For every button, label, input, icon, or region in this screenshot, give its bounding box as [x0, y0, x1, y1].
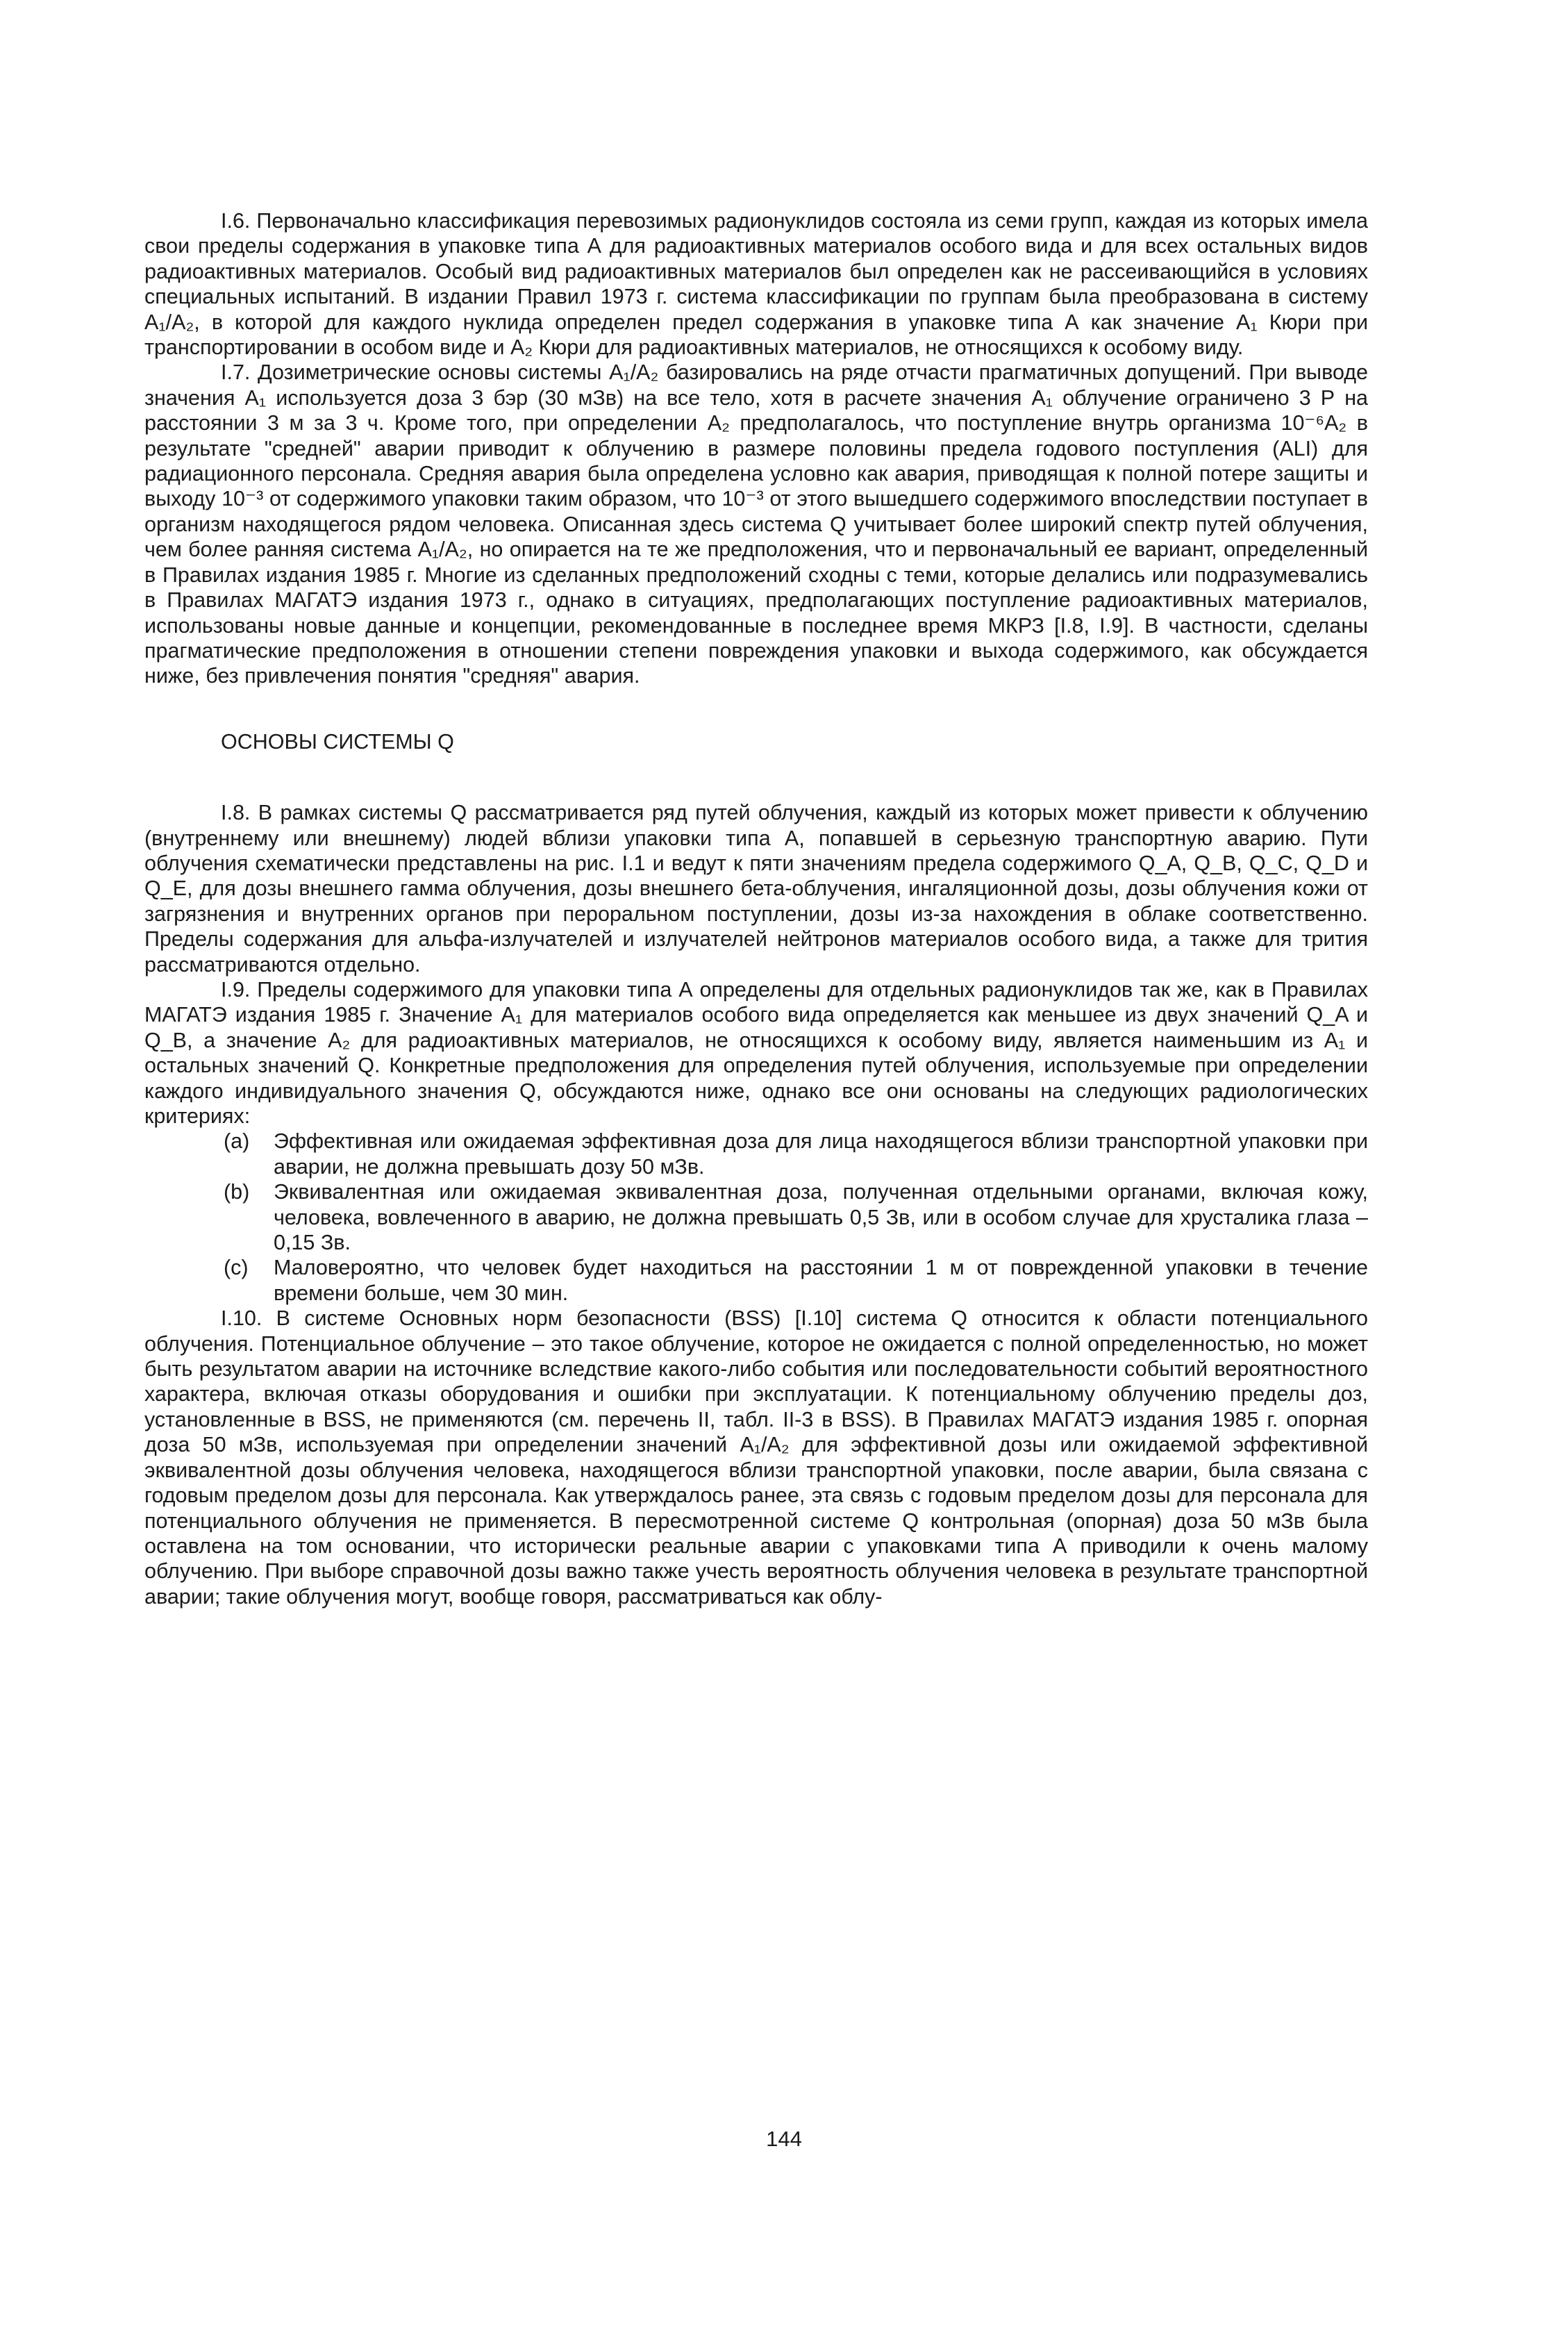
criterion-b-mark: (b) [224, 1180, 250, 1204]
criterion-b-text: Эквивалентная или ожидаемая эквивалентная доза, полученная отдельными органами, включая кожу, человека, вовлеченного в аварию, не должна превышать 0,5 Зв, или в особом случае для хрусталика глаза – 0,15 Зв. [274, 1180, 1368, 1255]
criterion-c-text: Маловероятно, что человек будет находиться на расстоянии 1 м от поврежденной упаковки в течение времени больше, чем 30 мин. [274, 1256, 1368, 1305]
criterion-a-mark: (a) [224, 1129, 250, 1154]
criterion-c-mark: (c) [224, 1256, 249, 1280]
radiological-criteria-list [144, 1129, 1368, 1306]
paragraph-1-9: I.9. Пределы содержимого для упаковки типа А определены для отдельных радионуклидов так же, как в Правилах МАГАТЭ издания 1985 г. Значение A₁ для материалов особого вида определяется как меньшее из двух значений Q_A и Q_B, а значение A₂ для радиоактивных материалов, не относящихся к особому виду, является наименьшим из A₁ и остальных значений Q. Конкретные предположения для определения путей облучения, используемые при определении каждого индивидуального значения Q, обсуждаются ниже, однако все они основаны на следующих радиологических критериях: [144, 977, 1368, 1128]
paragraph-1-6: I.6. Первоначально классификация перевозимых радионуклидов состояла из семи групп, каждая из которых имела свои пределы содержания в упаковке типа А для радиоактивных материалов особого вида и для всех остальных видов радиоактивных материалов. Особый вид радиоактивных материалов был определен как не рассеивающийся в условиях специальных испытаний. В издании Правил 1973 г. система классификации по группам была преобразована в систему A₁/A₂, в которой для каждого нуклида определен предел содержания в упаковке типа А как значение A₁ Кюри при транспортировании в особом виде и A₂ Кюри для радиоактивных материалов, не относящихся к особому виду. [144, 209, 1368, 360]
paragraph-1-7: I.7. Дозиметрические основы системы A₁/A₂ базировались на ряде отчасти прагматичных допущений. При выводе значения A₁ используется доза 3 бэр (30 мЗв) на все тело, хотя в расчете значения A₁ облучение ограничено 3 Р на расстоянии 3 м за 3 ч. Кроме того, при определении A₂ предполагалось, что поступление внутрь организма 10⁻⁶A₂ в результате "средней" аварии приводит к облучению в размере половины предела годового поступления (ALI) для радиационного персонала. Средняя авария была определена условно как авария, приводящая к полной потере защиты и выходу 10⁻³ от содержимого упаковки таким образом, что 10⁻³ от этого вышедшего содержимого впоследствии поступает в организм находящегося рядом человека. Описанная здесь система Q учитывает более широкий спектр путей облучения, чем более ранняя система A₁/A₂, но опирается на те же предположения, что и первоначальный ее вариант, определенный в Правилах издания 1985 г. Многие из сделанных предположений сходны с теми, которые делались или подразумевались в Правилах МАГАТЭ издания 1973 г., однако в ситуациях, предполагающих поступление радиоактивных материалов, использованы новые данные и концепции, рекомендованные в последнее время МКРЗ [I.8, I.9]. В частности, сделаны прагматические предположения в отношении степени повреждения упаковки и выхода содержимого, как обсуждается ниже, без привлечения понятия "средняя" авария. [144, 360, 1368, 688]
document-page [144, 208, 1368, 1609]
page-number: 144 [766, 2127, 802, 2151]
section-heading: ОСНОВЫ СИСТЕМЫ Q [221, 729, 454, 754]
criterion-c [224, 1255, 1368, 1306]
criterion-a-text: Эффективная или ожидаемая эффективная доза для лица находящегося вблизи транспортной упаковки при аварии, не должна превышать дозу 50 мЗв. [274, 1129, 1368, 1179]
criterion-a [224, 1129, 1368, 1179]
paragraph-1-8: I.8. В рамках системы Q рассматривается ряд путей облучения, каждый из которых может привести к облучению (внутреннему или внешнему) людей вблизи упаковки типа А, попавшей в серьезную транспортную аварию. Пути облучения схематически представлены на рис. I.1 и ведут к пяти значениям предела содержимого Q_A, Q_B, Q_C, Q_D и Q_E, для дозы внешнего гамма облучения, дозы внешнего бета-облучения, ингаляционной дозы, дозы облучения кожи от загрязнения и внутренних органов при пероральном поступлении, дозы из-за нахождения в облаке соответственно. Пределы содержания для альфа-излучателей и излучателей нейтронов материалов особого вида, а также для трития рассматриваются отдельно. [144, 801, 1368, 977]
paragraph-1-10: I.10. В системе Основных норм безопасности (BSS) [I.10] система Q относится к области потенциального облучения. Потенциальное облучение – это такое облучение, которое не ожидается с полной определенностью, но может быть результатом аварии на источнике вследствие какого-либо события или последовательности событий вероятностного характера, включая отказы оборудования и ошибки при эксплуатации. К потенциальному облучению пределы доз, установленные в BSS, не применяются (см. перечень II, табл. II-3 в BSS). В Правилах МАГАТЭ издания 1985 г. опорная доза 50 мЗв, используемая при определении значений A₁/A₂ для эффективной дозы или ожидаемой эффективной эквивалентной дозы облучения человека, находящегося вблизи транспортной упаковки, после аварии, была связана с годовым пределом дозы для персонала. Как утверждалось ранее, эта связь с годовым пределом дозы для персонала для потенциального облучения не применяется. В пересмотренной системе Q контрольная (опорная) доза 50 мЗв была оставлена на том основании, что исторически реальные аварии с упаковками типа А приводили к очень малому облучению. При выборе справочной дозы важно также учесть вероятность облучения человека в результате транспортной аварии; такие облучения могут, вообще говоря, рассматриваться как облу- [144, 1306, 1368, 1609]
criterion-b [224, 1179, 1368, 1255]
